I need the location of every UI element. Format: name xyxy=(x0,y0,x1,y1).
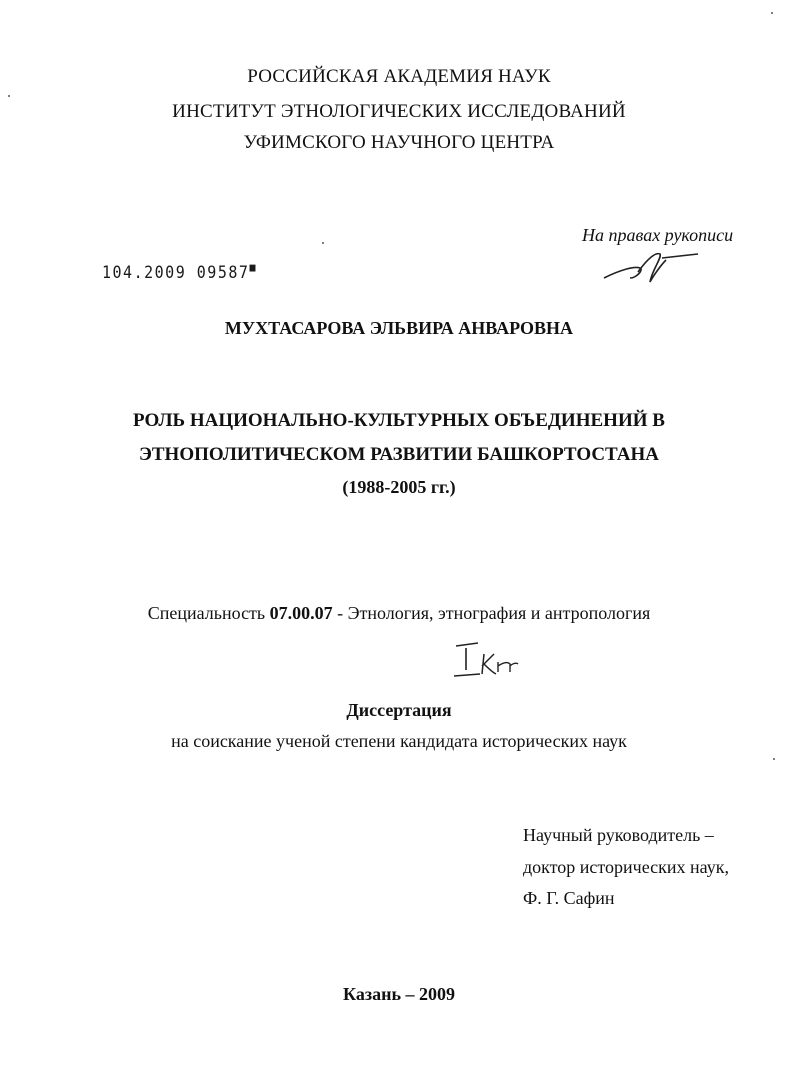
scan-speck xyxy=(8,95,10,97)
dissertation-title-years: (1988-2005 гг.) xyxy=(342,477,456,497)
dissertation-purpose: на соискание ученой степени кандидата исторических наук xyxy=(171,731,627,751)
specialty-prefix: Специальность xyxy=(147,603,266,623)
institution-name-line1: РОССИЙСКАЯ АКАДЕМИЯ НАУК xyxy=(247,66,551,87)
institution-name-line3: УФИМСКОГО НАУЧНОГО ЦЕНТРА xyxy=(243,132,555,153)
institution-name-line2: ИНСТИТУТ ЭТНОЛОГИЧЕСКИХ ИССЛЕДОВАНИЙ xyxy=(172,101,626,122)
dissertation-label: Диссертация xyxy=(346,700,452,720)
specialty-name: - Этнология, этнография и антропология xyxy=(337,603,651,623)
scan-speck xyxy=(773,758,775,760)
scan-speck xyxy=(771,12,773,14)
specialty-code: 07.00.07 xyxy=(269,603,333,623)
dissertation-title-line2: ЭТНОПОЛИТИЧЕСКОМ РАЗВИТИИ БАШКОРТОСТАНА xyxy=(138,444,660,465)
dissertation-title-line1: РОЛЬ НАЦИОНАЛЬНО-КУЛЬТУРНЫХ ОБЪЕДИНЕНИЙ В xyxy=(133,410,665,431)
scan-speck xyxy=(322,242,324,244)
library-stamp-number: 104.2009 09587■ xyxy=(102,262,257,283)
manuscript-rights-note: На правах рукописи xyxy=(582,225,734,245)
author-name: МУХТАСАРОВА ЭЛЬВИРА АНВАРОВНА xyxy=(224,318,574,338)
supervisor-name: Ф. Г. Сафин xyxy=(523,888,615,908)
signature-image xyxy=(600,248,705,288)
specialty-line xyxy=(0,603,798,624)
handwritten-note-image xyxy=(452,640,522,682)
stamp-mark: ■ xyxy=(249,262,257,275)
supervisor-degree: доктор исторических наук, xyxy=(523,857,729,877)
place-year: Казань – 2009 xyxy=(343,984,455,1004)
supervisor-role: Научный руководитель – xyxy=(523,825,714,845)
